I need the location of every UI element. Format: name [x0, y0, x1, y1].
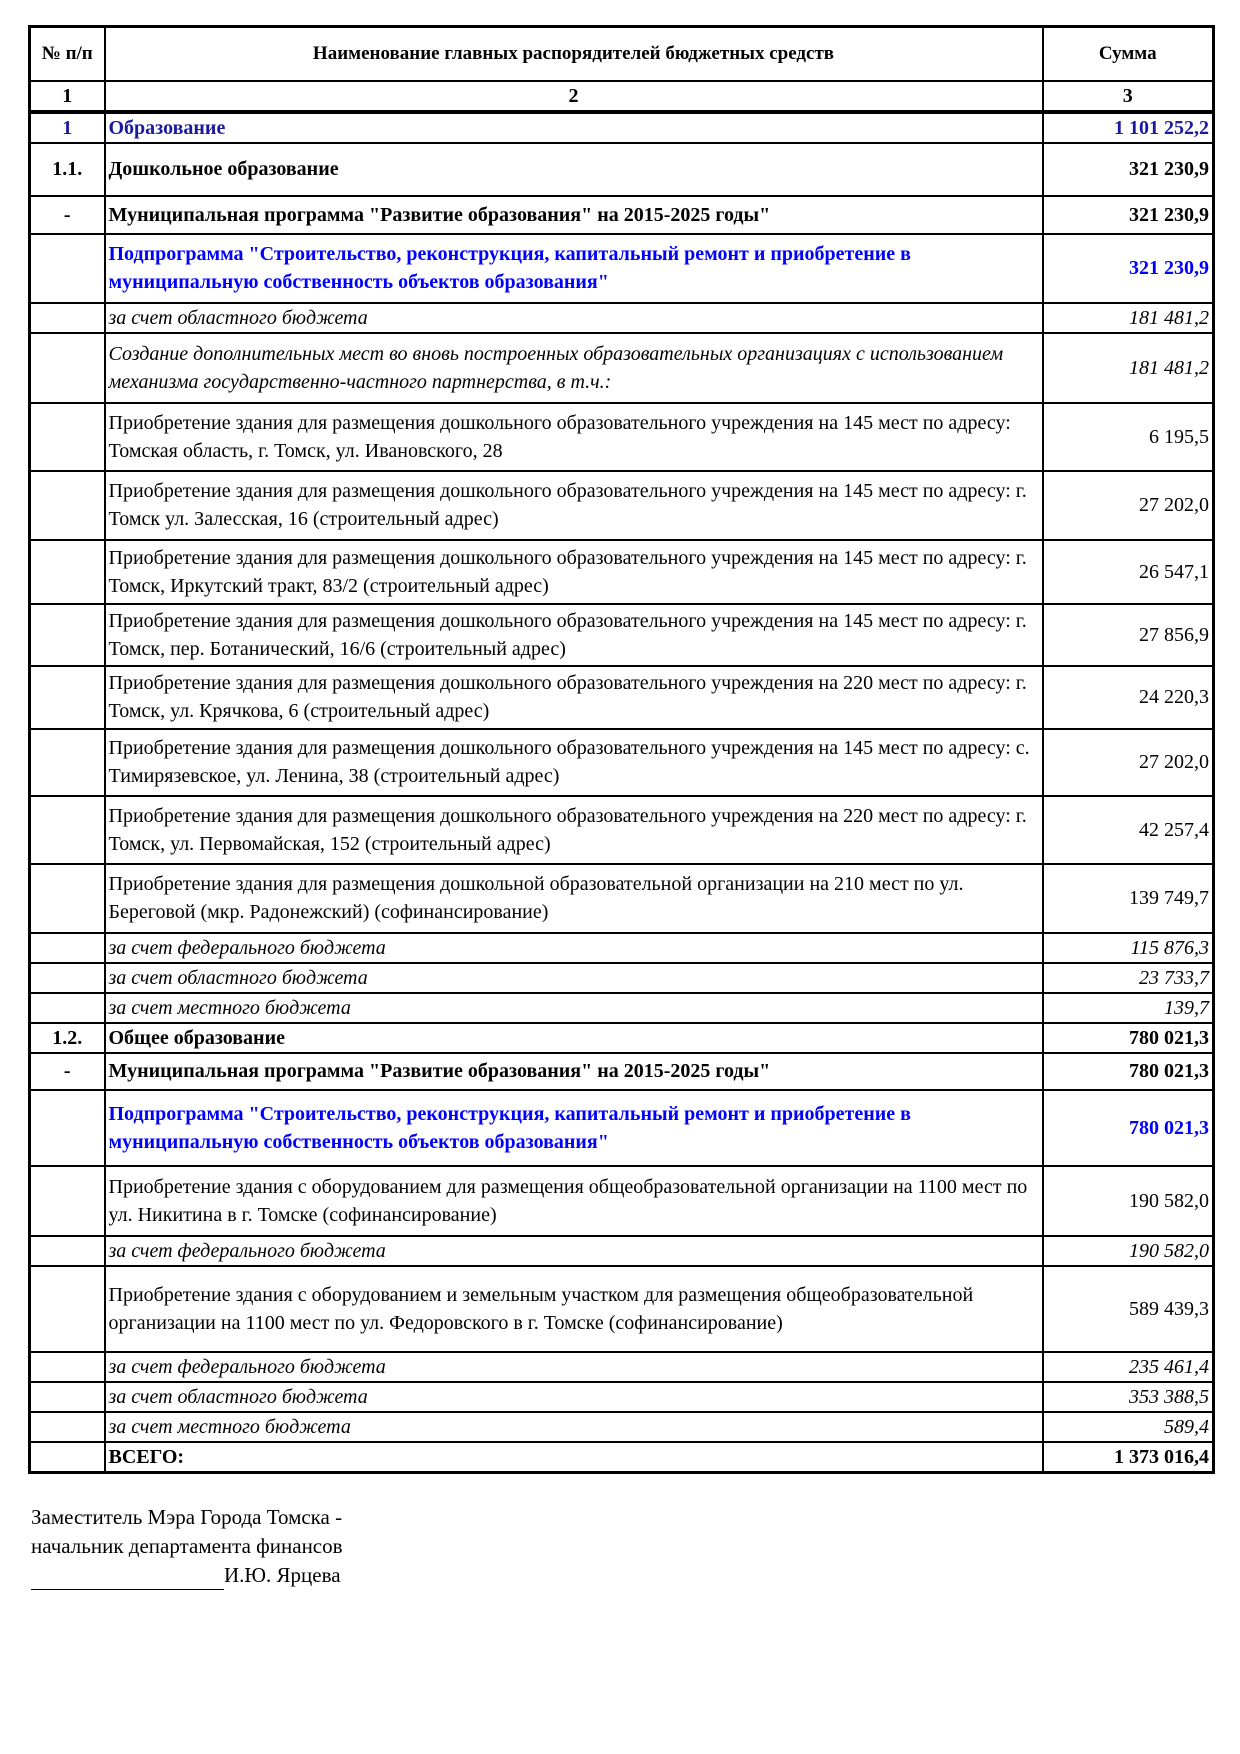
table-row — [30, 333, 1214, 403]
row-number — [30, 1090, 105, 1166]
row-sum: 589 439,3 — [1043, 1266, 1214, 1352]
row-sum: 321 230,9 — [1043, 196, 1214, 234]
row-number — [30, 993, 105, 1023]
column-numbers — [30, 81, 1214, 112]
row-sum: 321 230,9 — [1043, 143, 1214, 196]
signature-title-1: Заместитель Мэра Города Томска - — [31, 1505, 343, 1529]
row-number: 1 — [30, 112, 105, 143]
row-number — [30, 933, 105, 963]
row-number — [30, 796, 105, 864]
table-row — [30, 993, 1214, 1023]
row-name: Приобретение здания для размещения дошкольного образовательного учреждения на 145 мест по адресу: г. Томск, пер. Ботанический, 16/6 (строительный адрес) — [105, 604, 1043, 666]
header-sum: Сумма — [1043, 27, 1214, 81]
row-number — [30, 540, 105, 604]
row-sum: 24 220,3 — [1043, 666, 1214, 729]
row-number: - — [30, 196, 105, 234]
row-sum: 780 021,3 — [1043, 1090, 1214, 1166]
header-number: № п/п — [30, 27, 105, 81]
row-name: Подпрограмма "Строительство, реконструкция, капитальный ремонт и приобретение в муниципальную собственность объектов образования" — [105, 1090, 1043, 1166]
row-sum: 27 202,0 — [1043, 471, 1214, 540]
row-sum: 139,7 — [1043, 993, 1214, 1023]
row-name: за счет федерального бюджета — [105, 1352, 1043, 1382]
table-row — [30, 540, 1214, 604]
table-row — [30, 1023, 1214, 1053]
table-row — [30, 403, 1214, 471]
row-sum: 6 195,5 — [1043, 403, 1214, 471]
row-number — [30, 1166, 105, 1236]
row-number — [30, 604, 105, 666]
row-number — [30, 403, 105, 471]
row-name: за счет местного бюджета — [105, 1412, 1043, 1442]
table-row — [30, 1053, 1214, 1090]
row-name: Приобретение здания с оборудованием для размещения общеобразовательной организации на 1100 мест по ул. Никитина в г. Томске (софинансирование) — [105, 1166, 1043, 1236]
signature-line — [31, 1567, 224, 1590]
row-name: Приобретение здания для размещения дошкольного образовательного учреждения на 220 мест по адресу: г. Томск, ул. Первомайская, 152 (строительный адрес) — [105, 796, 1043, 864]
row-number — [30, 864, 105, 933]
row-sum: 23 733,7 — [1043, 963, 1214, 993]
row-number — [30, 666, 105, 729]
header-name: Наименование главных распорядителей бюджетных средств — [105, 27, 1043, 81]
table-row — [30, 303, 1214, 333]
row-sum: 27 856,9 — [1043, 604, 1214, 666]
table-row — [30, 112, 1214, 143]
row-name: Образование — [105, 112, 1043, 143]
row-name: Приобретение здания для размещения дошкольного образовательного учреждения на 220 мест по адресу: г. Томск, ул. Крячкова, 6 (строительный адрес) — [105, 666, 1043, 729]
row-sum: 1 101 252,2 — [1043, 112, 1214, 143]
signature-title-2: начальник департамента финансов — [31, 1534, 343, 1558]
column-number: 1 — [30, 81, 105, 112]
column-number: 3 — [1043, 81, 1214, 112]
table-row — [30, 1090, 1214, 1166]
row-name: Приобретение здания для размещения дошкольного образовательного учреждения на 145 мест по адресу: с. Тимирязевское, ул. Ленина, 38 (строительный адрес) — [105, 729, 1043, 796]
table-row — [30, 471, 1214, 540]
row-name: Муниципальная программа "Развитие образования" на 2015-2025 годы" — [105, 1053, 1043, 1090]
row-sum: 780 021,3 — [1043, 1023, 1214, 1053]
row-number — [30, 1442, 105, 1473]
table-row — [30, 1166, 1214, 1236]
table-row — [30, 1442, 1214, 1473]
row-name: Приобретение здания для размещения дошкольного образовательного учреждения на 145 мест по адресу: Томская область, г. Томск, ул. Ивановского, 28 — [105, 403, 1043, 471]
row-sum: 780 021,3 — [1043, 1053, 1214, 1090]
row-name: ВСЕГО: — [105, 1442, 1043, 1473]
table-row — [30, 1236, 1214, 1266]
signature-name: И.Ю. Ярцева — [224, 1563, 341, 1587]
table-header — [30, 27, 1214, 81]
table-row — [30, 1412, 1214, 1442]
signature-block — [31, 1503, 343, 1590]
table-row — [30, 143, 1214, 196]
budget-table — [28, 25, 1215, 1474]
row-sum: 190 582,0 — [1043, 1166, 1214, 1236]
row-name: Подпрограмма "Строительство, реконструкция, капитальный ремонт и приобретение в муниципальную собственность объектов образования" — [105, 234, 1043, 303]
table-row — [30, 196, 1214, 234]
row-sum: 42 257,4 — [1043, 796, 1214, 864]
row-number — [30, 1382, 105, 1412]
row-sum: 115 876,3 — [1043, 933, 1214, 963]
row-name: за счет областного бюджета — [105, 963, 1043, 993]
row-sum: 321 230,9 — [1043, 234, 1214, 303]
row-number — [30, 1352, 105, 1382]
row-name: за счет федерального бюджета — [105, 1236, 1043, 1266]
row-name: за счет областного бюджета — [105, 303, 1043, 333]
row-number: - — [30, 1053, 105, 1090]
table-row — [30, 666, 1214, 729]
row-name: Приобретение здания для размещения дошкольного образовательного учреждения на 145 мест по адресу: г. Томск, Иркутский тракт, 83/2 (строительный адрес) — [105, 540, 1043, 604]
row-name: Приобретение здания для размещения дошкольного образовательного учреждения на 145 мест по адресу: г. Томск ул. Залесская, 16 (строительный адрес) — [105, 471, 1043, 540]
row-number — [30, 1236, 105, 1266]
row-sum: 190 582,0 — [1043, 1236, 1214, 1266]
table-row — [30, 796, 1214, 864]
row-number — [30, 471, 105, 540]
row-sum: 1 373 016,4 — [1043, 1442, 1214, 1473]
row-number — [30, 963, 105, 993]
row-name: Муниципальная программа "Развитие образования" на 2015-2025 годы" — [105, 196, 1043, 234]
table-row — [30, 963, 1214, 993]
row-name: за счет федерального бюджета — [105, 933, 1043, 963]
row-number — [30, 303, 105, 333]
row-sum: 589,4 — [1043, 1412, 1214, 1442]
row-name: Общее образование — [105, 1023, 1043, 1053]
row-sum: 181 481,2 — [1043, 333, 1214, 403]
row-number — [30, 234, 105, 303]
row-name: за счет областного бюджета — [105, 1382, 1043, 1412]
row-sum: 139 749,7 — [1043, 864, 1214, 933]
row-sum: 353 388,5 — [1043, 1382, 1214, 1412]
row-sum: 26 547,1 — [1043, 540, 1214, 604]
row-sum: 181 481,2 — [1043, 303, 1214, 333]
row-name: Создание дополнительных мест во вновь построенных образовательных организациях с использованием механизма государственно-частного партнерства, в т.ч.: — [105, 333, 1043, 403]
table-row — [30, 729, 1214, 796]
row-number — [30, 333, 105, 403]
table-row — [30, 604, 1214, 666]
row-sum: 235 461,4 — [1043, 1352, 1214, 1382]
table-row — [30, 234, 1214, 303]
row-number: 1.2. — [30, 1023, 105, 1053]
row-name: Дошкольное образование — [105, 143, 1043, 196]
row-number — [30, 1266, 105, 1352]
row-number: 1.1. — [30, 143, 105, 196]
table-row — [30, 933, 1214, 963]
row-name: Приобретение здания для размещения дошкольной образовательной организации на 210 мест по ул. Береговой (мкр. Радонежский) (софинансирование) — [105, 864, 1043, 933]
column-number: 2 — [105, 81, 1043, 112]
row-name: Приобретение здания с оборудованием и земельным участком для размещения общеобразовательной организации на 1100 мест по ул. Федоровского в г. Томске (софинансирование) — [105, 1266, 1043, 1352]
row-number — [30, 1412, 105, 1442]
table-row — [30, 1352, 1214, 1382]
row-name: за счет местного бюджета — [105, 993, 1043, 1023]
table-row — [30, 864, 1214, 933]
table-row — [30, 1382, 1214, 1412]
table-row — [30, 1266, 1214, 1352]
row-sum: 27 202,0 — [1043, 729, 1214, 796]
row-number — [30, 729, 105, 796]
